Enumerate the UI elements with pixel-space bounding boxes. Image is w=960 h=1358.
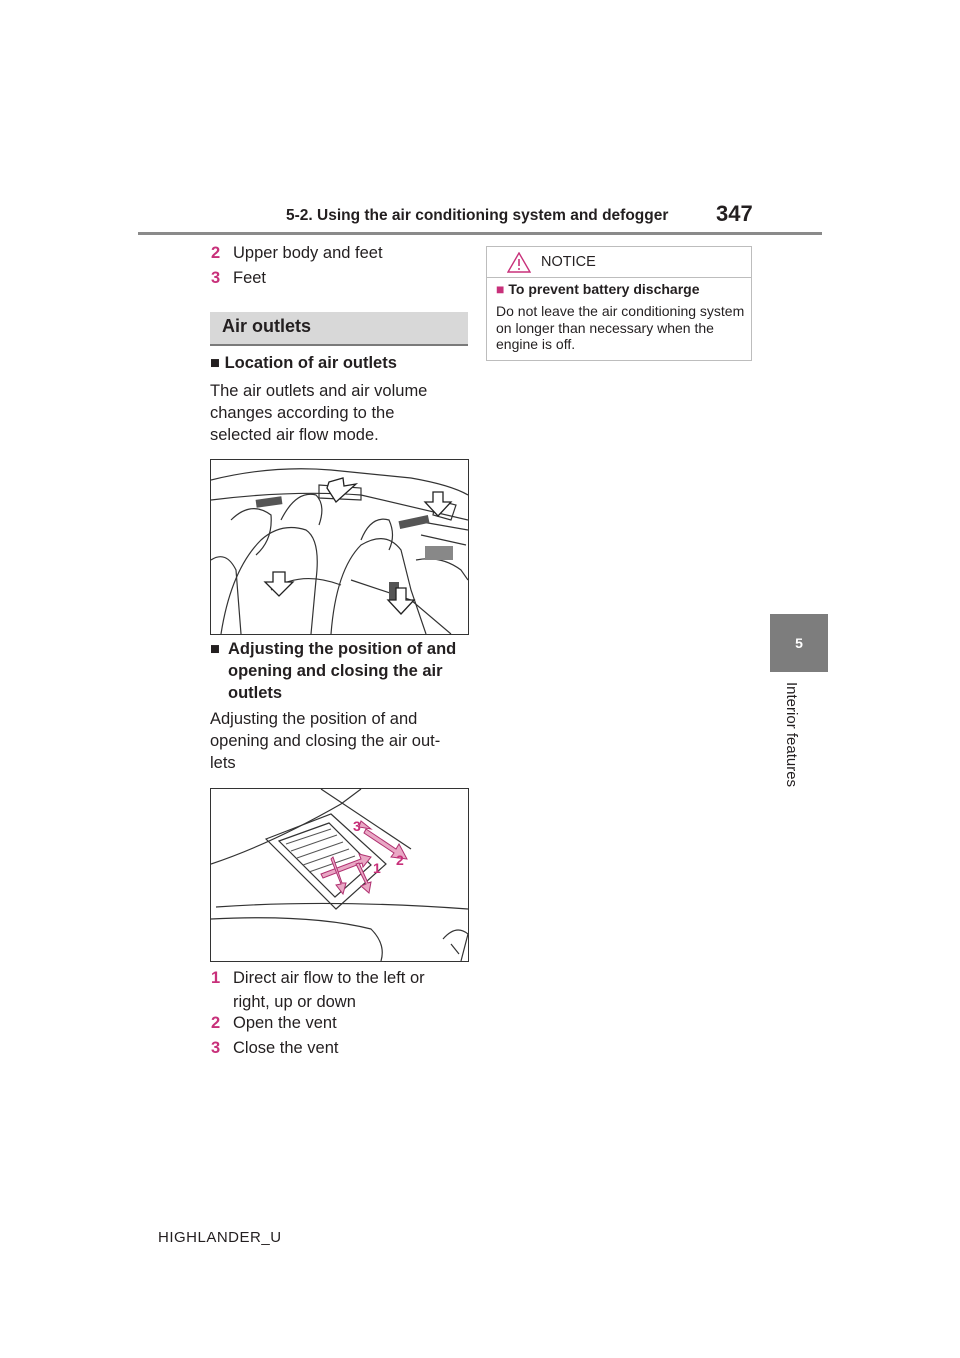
- figure-label-1: 1: [373, 860, 381, 876]
- square-bullet: ■: [210, 640, 220, 658]
- chapter-tab[interactable]: [770, 614, 828, 672]
- notice-box: [486, 246, 752, 361]
- subheading-text: Location of air outlets: [224, 354, 397, 372]
- list-item: [211, 241, 383, 265]
- list-item: [211, 266, 266, 290]
- chapter-number: 5: [795, 635, 803, 651]
- square-bullet: ■: [496, 281, 505, 297]
- paragraph-adjusting: Adjusting the position of and opening and closing the air out-lets: [210, 710, 441, 772]
- warning-triangle-icon: [507, 252, 531, 273]
- list-item-number: 2: [211, 1014, 221, 1032]
- section-heading-air-outlets: [210, 312, 468, 346]
- list-item-text: Upper body and feet: [233, 244, 383, 262]
- figure-label-2: 2: [396, 852, 404, 868]
- figure-label-3: 3: [353, 818, 361, 834]
- notice-subtitle-text: To prevent battery discharge: [508, 281, 700, 297]
- vent-illustration: [211, 789, 468, 961]
- notice-subtitle: [496, 281, 700, 297]
- list-item-number: 2: [211, 244, 221, 262]
- list-item-text: Feet: [233, 269, 267, 287]
- subheading-location: [210, 352, 470, 374]
- list-item-number: 3: [211, 269, 221, 287]
- figure-vent-adjustment: [210, 788, 469, 962]
- list-item-text: Close the vent: [233, 1039, 339, 1057]
- header-rule: [138, 232, 822, 235]
- square-bullet: ■: [210, 354, 220, 372]
- paragraph-location: The air outlets and air volume changes according to the selected air flow mode.: [210, 382, 428, 444]
- footer-model: HIGHLANDER_U: [158, 1229, 282, 1246]
- list-item-text: Open the vent: [233, 1014, 337, 1032]
- list-item: [211, 1011, 337, 1035]
- notice-header: [487, 247, 751, 278]
- cabin-illustration: [211, 460, 468, 634]
- list-item: [211, 1036, 338, 1060]
- figure-cabin-air-outlets: [210, 459, 469, 635]
- subheading-text: Adjusting the position of and opening and closing the air outlets: [228, 640, 457, 702]
- list-item-number: 1: [211, 969, 221, 987]
- header-section-title: 5-2. Using the air conditioning system and defogger: [286, 207, 669, 224]
- list-item: [211, 966, 461, 1014]
- page-number: 347: [716, 201, 753, 226]
- list-item-number: 3: [211, 1039, 221, 1057]
- notice-title: NOTICE: [541, 254, 596, 270]
- subheading-adjusting: [210, 638, 460, 704]
- chapter-label: Interior features: [783, 682, 800, 788]
- list-item-text: Direct air flow to the left or right, up or down: [233, 969, 425, 1011]
- notice-body: Do not leave the air conditioning system on longer than necessary when the engine is off.: [496, 303, 745, 352]
- section-heading-text: Air outlets: [222, 316, 312, 336]
